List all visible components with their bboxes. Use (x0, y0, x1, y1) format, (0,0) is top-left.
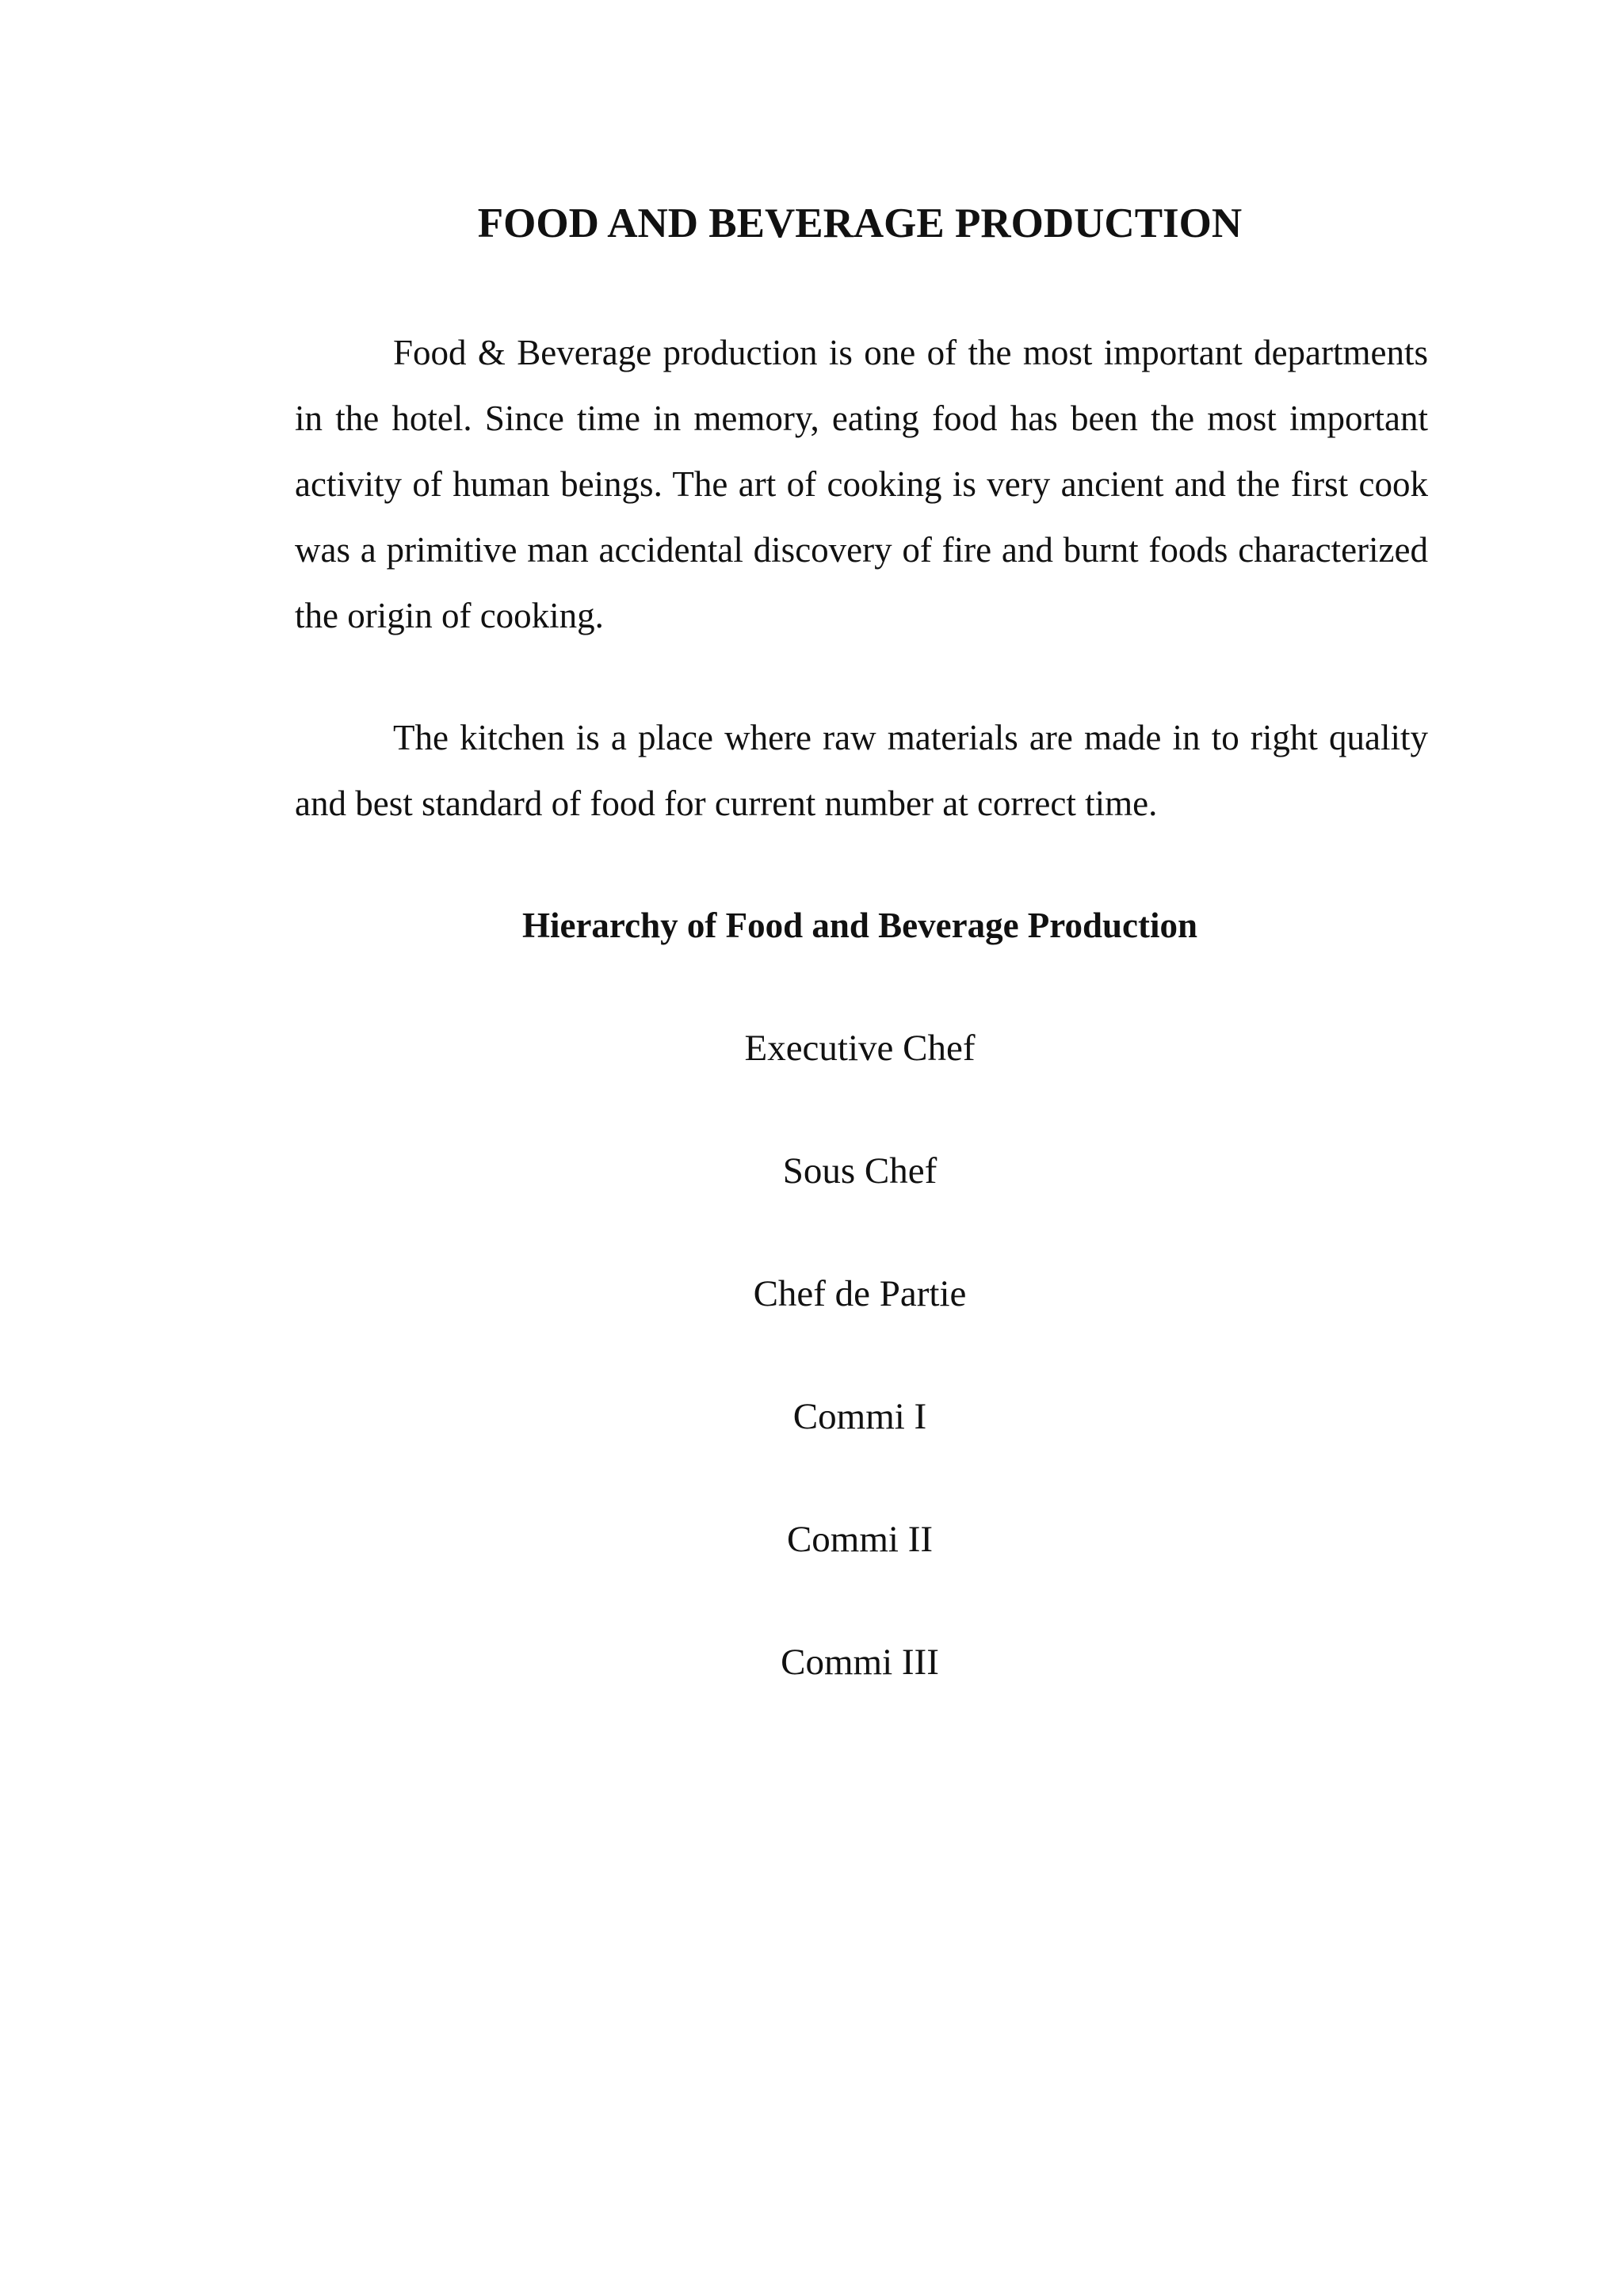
intro-paragraph: Food & Beverage production is one of the most important departments in the hotel. Since time in memory, eating food has been the most important activity of human beings. The art of cooking is very ancient and the first cook was a primitive man accidental discovery of fire and burnt foods characterized the origin of cooking. (295, 333, 1428, 635)
hierarchy-level-commi-3: Commi III (781, 1642, 939, 1683)
page-title: FOOD AND BEVERAGE PRODUCTION (477, 200, 1243, 246)
kitchen-paragraph: The kitchen is a place where raw materials are made in to right quality and best standard of food for current number at correct time. (295, 718, 1428, 823)
hierarchy-level-sous-chef: Sous Chef (782, 1150, 938, 1192)
hierarchy-level-executive-chef: Executive Chef (744, 1028, 976, 1069)
hierarchy-list (0, 1026, 1623, 1763)
hierarchy-level-chef-de-partie: Chef de Partie (753, 1273, 967, 1314)
hierarchy-level-commi-2: Commi II (786, 1519, 934, 1560)
hierarchy-heading: Hierarchy of Food and Beverage Production (521, 906, 1197, 945)
hierarchy-level-commi-1: Commi I (792, 1396, 927, 1437)
